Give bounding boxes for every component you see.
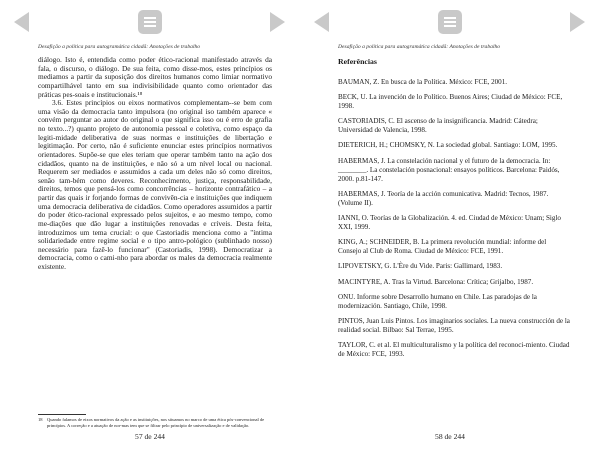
- footnote-text: Quando falamos de eixos normativos da ação e as instituições, nos situamos no marco de uma ética pós-convencional de princípios. A correção e a atuação de nor-mas tem que se filtrar pelo princípio de universalização e de validação.: [47, 417, 265, 428]
- reference-item: IANNI, O. Teorías de la Globalización. 4. ed. Ciudad de México: Unam; Siglo XXI, 1999.: [338, 214, 561, 232]
- reference-item: LIPOVETSKY, G. L'Ère du Vide. Paris: Gallimard, 1983.: [338, 262, 503, 271]
- running-header: Desafição a política para autogramática cidadã: Anotações de trabalho: [338, 44, 501, 50]
- right-page-nav: [300, 10, 600, 34]
- page-number: 58 de 244: [435, 432, 465, 441]
- paragraph: 3.6. Estes princípios ou eixos normativos complementam--se bem com uma visão da democracia tanto impulsora (no original iso também aparece « convém perguntar ao autor do original o que significa isso ou é erro de grafia no texto...?) quanto projeto de autonomia pessoal e coletiva, como espaço da legiti-midade deliberativa de suas normas e instituições de libertação e legitimação. Por certo, não é suficiente enunciar estes princípios normativos orientadores. Supõe-se que eles teriam que operar também tanto na ação dos cidadãos, quanto na de instituições, e não só a um nível local ou nacional. Requerem ser mediados e assumidos a cada um deles não só como direitos, senão tam-bém como deveres. Reconhecimento, justiça, responsabilidade, direitos, temos que pensá-los como concorrências – horizonte contrafático – a partir das quais ir forjando formas de convivên-cia e instituições que indiquem uma democracia deliberativa de cidadãos. Como operadores assumidos a partir do poder ético-racional expressado pelos sujeitos, e ao mesmo tempo, como me-diações que dão lugar a instituições renovadas e críveis. Desta feita, introduzimos um tema crucial: o que Castoriadis menciona como a "íntima solidariedade entre regime social e o tipo antro-pológico (sublinhado nosso) necessário para fazê-lo funcionar" (Castoriadis, 1998). Democratizar a democracia, como o cami-nho para abordar os males da democracia realmente existente.: [38, 98, 272, 271]
- reference-item: BECK, U. La invención de lo Político. Buenos Aires; Ciudad de México: FCE, 1998.: [338, 93, 563, 111]
- menu-icon[interactable]: [138, 10, 162, 34]
- reference-item: MACINTYRE, A. Tras la Virtud. Barcelona: Crítica; Grijalbo, 1987.: [338, 277, 534, 286]
- reference-list: [338, 78, 570, 365]
- reference-item: ONU. Informe sobre Desarrollo humano en Chile. Las paradojas de la modernización. Santiago, Chile, 1998.: [338, 292, 537, 310]
- reference-item: BAUMAN, Z. En busca de la Política. México: FCE, 2001.: [338, 78, 508, 86]
- next-page-icon[interactable]: [270, 12, 285, 32]
- right-page: [300, 0, 600, 450]
- menu-icon[interactable]: [438, 10, 462, 34]
- page-number: 57 de 244: [135, 432, 165, 441]
- footnote-number: 18: [38, 417, 43, 422]
- reference-item: KING, A.; SCHNEIDER, B. La primera revolución mundial: informe del Consejo al Club de Roma. Ciudad de México: FCE, 1991.: [338, 238, 547, 256]
- reference-item: HABERMAS, J. Teoría de la acción comunicativa. Madrid: Tecnos, 1987. (Volume II).: [338, 189, 549, 207]
- reference-item: CASTORIADIS, C. El ascenso de la insignificancia. Madrid: Cátedra; Universidad de Valencia, 1998.: [338, 117, 538, 135]
- reference-item: PINTOS, Juan Luis Pintos. Los imaginarios sociales. La nueva construcción de la realidad social. Bilbao: Sal Terrae, 1995.: [338, 316, 570, 334]
- left-page-nav: [0, 10, 300, 34]
- reference-item: TAYLOR, C. et al. El multiculturalismo y la política del reconoci-miento. Ciudad de México: FCE, 1993.: [338, 340, 570, 359]
- reference-item: HABERMAS, J. La constelación nacional y el futuro de la democracia. In: ________. La constelación posnacional: ensayos políticos. Barcelona: Paidós, 2000. p.81-147.: [338, 156, 560, 183]
- previous-page-icon[interactable]: [314, 12, 329, 32]
- reference-item: DIETERICH, H.; CHOMSKY, N. La sociedad global. Santiago: LOM, 1995.: [338, 141, 558, 150]
- references-title: Referências: [338, 57, 377, 66]
- paragraph: diálogo. Isto é, entendida como poder ético-racional manifestado através da fala, o discurso, o diálogo. De sua feita, como disse-mos, estes princípios os mediamos a partir da suposição dos direitos humanos como limiar normativo compartilhável tanto em sua indivisibilidade quanto como orientador das práticas pes-soais e institucionais.¹⁸: [38, 55, 272, 99]
- running-header: Desafição a política para autogramática cidadã: Anotações de trabalho: [38, 44, 201, 50]
- next-page-icon[interactable]: [570, 12, 585, 32]
- footnote-divider: [38, 414, 86, 415]
- previous-page-icon[interactable]: [14, 12, 29, 32]
- body-text: [38, 56, 272, 272]
